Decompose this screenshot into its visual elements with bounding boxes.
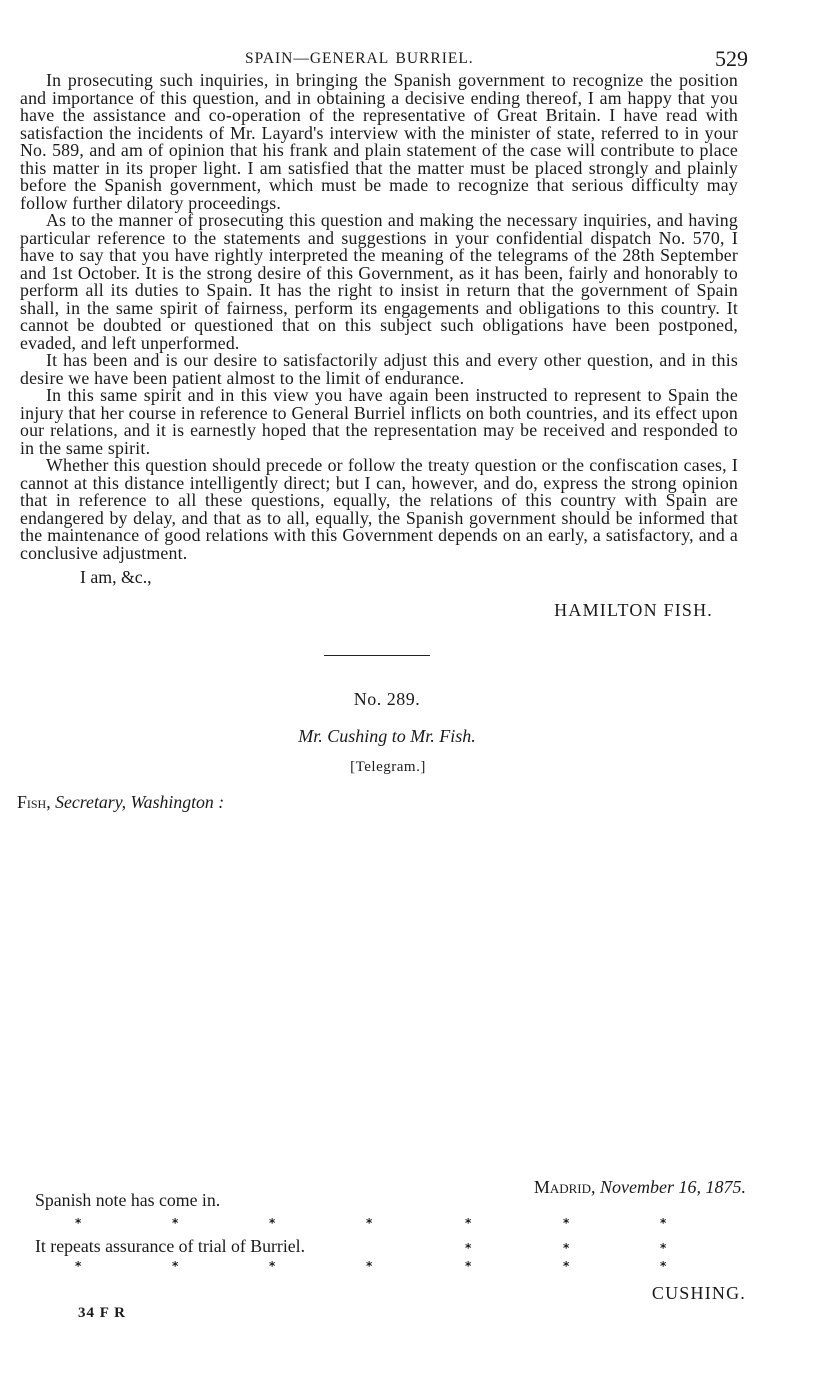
document-number: No. 289. — [353, 689, 421, 709]
telegram-line-2: It repeats assurance of trial of Burriel. — [35, 1236, 306, 1256]
running-title: SPAIN—GENERAL BURRIEL. — [245, 50, 474, 67]
document-title: Mr. Cushing to Mr. Fish. — [298, 726, 476, 746]
document-label: [Telegram.] — [350, 759, 426, 775]
asterisk-row-3: * * * * * * * — [75, 1259, 667, 1273]
signature-mark: 34 F R — [78, 1305, 126, 1321]
paragraph-5: Whether this question should precede or follow the treaty question or the confiscation cases, I cannot at this distance intelligently direct; but I can, however, and do, express the strong opinion that in reference to all these questions, equally, the relations of this country with Spain are endangered by delay, and that as to all, equally, the Spanish government should be informed that the maintenance of good relations with this Government depends on an early, a satisfactory, and a conclusive adjustment. — [20, 455, 738, 563]
paragraph-3: It has been and is our desire to satisfactorily adjust this and every other question, and in this desire we have been patient almost to the limit of endurance. — [20, 350, 738, 388]
addressee-rest: Secretary, Washington : — [55, 792, 225, 812]
telegram-block — [20, 0, 746, 1380]
letter-signature: HAMILTON FISH. — [554, 600, 713, 620]
telegram-line-1: Spanish note has come in. — [35, 1190, 221, 1210]
letter-closing: I am, &c., — [80, 567, 152, 587]
asterisk-row-2: * * * — [465, 1241, 667, 1255]
dateline — [534, 1177, 746, 1198]
asterisk-row-1: * * * * * * * — [75, 1216, 667, 1230]
dateline-date: November 16, 1875. — [600, 1177, 746, 1197]
paragraph-4: In this same spirit and in this view you have again been instructed to represent to Spain the injury that her course in reference to General Burriel inflicts on both countries, and its effect upon our relations, and it is earnestly hoped that the representation may be received and responded to in the same spirit. — [20, 385, 738, 458]
dateline-place: Madrid, — [533, 1177, 596, 1197]
paragraph-1: In prosecuting such inquiries, in bringing the Spanish government to recognize the position and importance of this question, and in obtaining a decisive ending thereof, I am happy that you have the assistance and co-operation of the representative of Great Britain. I have read with satisfaction the incidents of Mr. Layard's interview with the minister of state, referred to in your No. 589, and am of opinion that his frank and plain statement of the case will contribute to place this matter in its proper light. I am satisfied that the matter must be placed strongly and plainly before the Spanish government, which must be made to recognize that serious difficulty may follow further dilatory proceedings. — [20, 70, 738, 213]
paragraph-2: As to the manner of prosecuting this question and making the necessary inquiries, and having particular reference to the statements and suggestions in your confidential dispatch No. 570, I have to say that you have rightly interpreted the meaning of the telegrams of the 28th September and 1st October. It is the strong desire of this Government, as it has been, fairly and honorably to perform all its duties to Spain. It has the right to insist in return that the government of Spain shall, in the same spirit of fairness, perform its engagements and obligations to this country. It cannot be doubted or questioned that on this subject such obligations have been postponed, evaded, and left unperformed. — [20, 210, 738, 353]
page-number: 529 — [715, 46, 748, 71]
addressee-name: Fish, — [17, 792, 51, 812]
telegram-signature: CUSHING. — [651, 1283, 746, 1303]
